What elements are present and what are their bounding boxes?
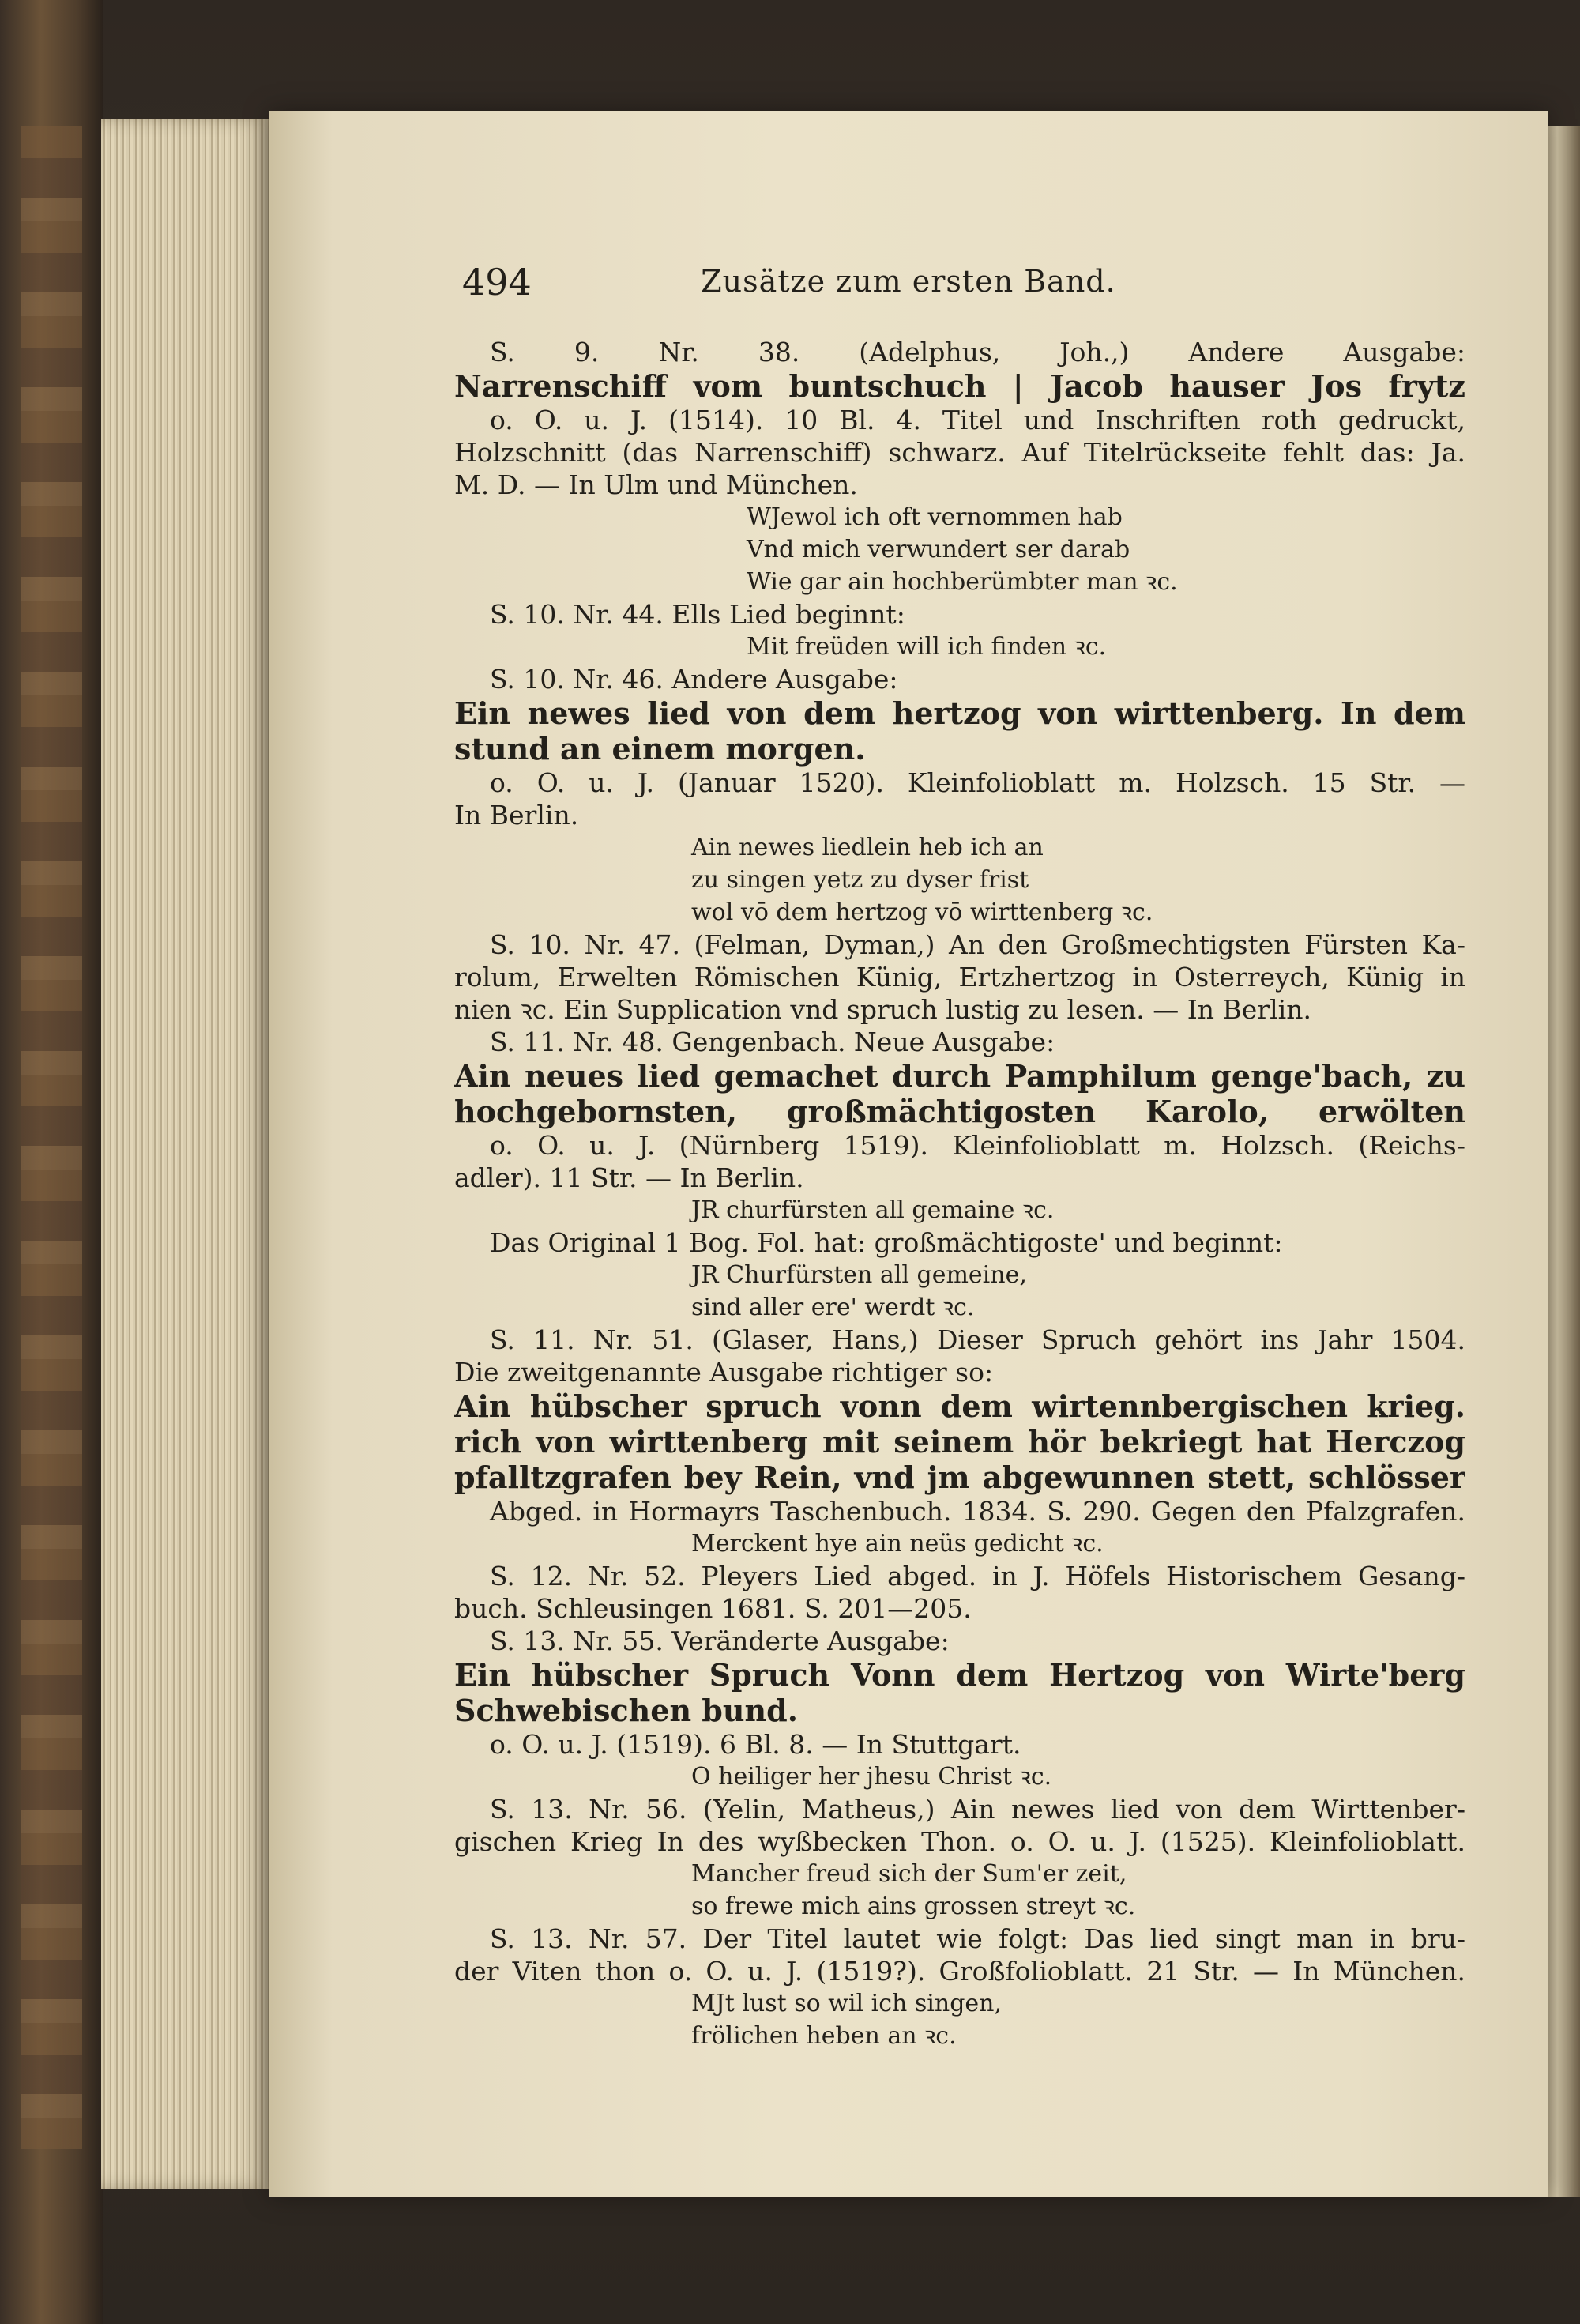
text-line: S. 10. Nr. 47. (Felman, Dyman,) An den Großmechtigsten Fürsten Ka-	[490, 929, 1465, 960]
text-line: der Viten thon o. O. u. J. (1519?). Großfolioblatt. 21 Str. — In München.	[454, 1956, 1465, 1987]
text-line: S. 12. Nr. 52. Pleyers Lied abged. in J. Höfels Historischem Gesang-	[490, 1561, 1465, 1591]
text-line: S. 9. Nr. 38. (Adelphus, Joh.,) Andere Ausgabe:	[490, 337, 1465, 367]
text-line: gischen Krieg In des wyßbecken Thon. o. O. u. J. (1525). Kleinfolioblatt.	[454, 1826, 1465, 1857]
verse-line: JR churfürsten all gemaine ꝛc.	[691, 1196, 1055, 1224]
verse-line: Ain newes liedlein heb ich an	[691, 834, 1044, 861]
title-line: hochgebornsten, großmächtigosten Karolo, erwölten	[454, 1094, 1465, 1129]
page-number: 494	[462, 261, 532, 303]
title-line: Ein newes lied von dem hertzog von wirttenberg. In dem	[454, 695, 1465, 731]
verse-line: WJewol ich oft vernommen hab	[747, 503, 1123, 531]
verse-line: Merckent hye ain neüs gedicht ꝛc.	[691, 1530, 1104, 1557]
verse-line: so frewe mich ains grossen streyt ꝛc.	[691, 1893, 1136, 1920]
text-line: S. 11. Nr. 51. (Glaser, Hans,) Dieser Spruch gehört ins Jahr 1504.	[490, 1324, 1465, 1355]
title-line: rich von wirttenberg mit seinem hör bekriegt hat Herczog	[454, 1424, 1465, 1460]
text-line: S. 11. Nr. 48. Gengenbach. Neue Ausgabe:	[490, 1026, 1055, 1057]
title-line: Narrenschiff vom buntschuch | Jacob hauser Jos frytz	[454, 368, 1465, 404]
verse-line: O heiliger her jhesu Christ ꝛc.	[691, 1763, 1052, 1791]
text-line: Abged. in Hormayrs Taschenbuch. 1834. S. 290. Gegen den Pfalzgrafen.	[490, 1496, 1465, 1527]
verse-line: JR Churfürsten all gemeine,	[691, 1261, 1027, 1289]
verse-line: Mancher freud sich der Sum'er zeit,	[691, 1860, 1127, 1888]
text-line: o. O. u. J. (Januar 1520). Kleinfolioblatt m. Holzsch. 15 Str. —	[490, 767, 1465, 798]
book-page	[269, 111, 1548, 2197]
verse-line: wol vō dem hertzog vō wirttenberg ꝛc.	[691, 898, 1153, 926]
text-line: nien ꝛc. Ein Supplication vnd spruch lustig zu lesen. — In Berlin.	[454, 994, 1311, 1025]
page-body	[454, 336, 1465, 2052]
title-line: Ein hübscher Spruch Vonn dem Hertzog von Wirte'berg	[454, 1657, 1465, 1693]
verse-line: Wie gar ain hochberümbter man ꝛc.	[747, 568, 1178, 596]
text-line: adler). 11 Str. — In Berlin.	[454, 1162, 804, 1193]
book-page-edges	[101, 119, 275, 2189]
text-line: S. 10. Nr. 46. Andere Ausgabe:	[490, 664, 898, 695]
running-title: Zusätze zum ersten Band.	[701, 264, 1116, 299]
text-line: S. 13. Nr. 56. (Yelin, Matheus,) Ain newes lied von dem Wirttenber-	[490, 1794, 1465, 1825]
text-line: In Berlin.	[454, 800, 579, 831]
verse-line: sind aller ere' werdt ꝛc.	[691, 1294, 975, 1321]
book-cover-edge	[0, 0, 103, 2324]
title-line: pfalltzgrafen bey Rein, vnd jm abgewunnen stett, schlösser	[454, 1460, 1465, 1495]
text-line: o. O. u. J. (1514). 10 Bl. 4. Titel und Inschriften roth gedruckt,	[490, 405, 1465, 435]
text-line: S. 13. Nr. 55. Veränderte Ausgabe:	[490, 1625, 950, 1656]
text-line: rolum, Erwelten Römischen Künig, Ertzhertzog in Osterreych, Künig in	[454, 962, 1465, 993]
text-line: Die zweitgenannte Ausgabe richtiger so:	[454, 1357, 994, 1388]
text-line: M. D. — In Ulm und München.	[454, 469, 858, 500]
page-header	[269, 261, 1548, 308]
text-line: Holzschnitt (das Narrenschiff) schwarz. Auf Titelrückseite fehlt das: Ja.	[454, 437, 1465, 468]
title-line: stund an einem morgen.	[454, 731, 866, 767]
verse-line: frölichen heben an ꝛc.	[691, 2022, 957, 2050]
verse-line: zu singen yetz zu dyser frist	[691, 866, 1029, 894]
text-line: o. O. u. J. (Nürnberg 1519). Kleinfolioblatt m. Holzsch. (Reichs-	[490, 1130, 1465, 1161]
verse-line: Mit freüden will ich finden ꝛc.	[747, 633, 1107, 661]
verse-line: Vnd mich verwundert ser darab	[747, 536, 1130, 563]
title-line: Ain hübscher spruch vonn dem wirtennbergischen krieg.	[454, 1388, 1465, 1424]
text-line: S. 10. Nr. 44. Ells Lied beginnt:	[490, 599, 905, 630]
text-line: buch. Schleusingen 1681. S. 201—205.	[454, 1593, 972, 1624]
title-line: Schwebischen bund.	[454, 1693, 798, 1728]
title-line: Ain neues lied gemachet durch Pamphilum genge'bach, zu	[454, 1058, 1465, 1094]
text-line: o. O. u. J. (1519). 6 Bl. 8. — In Stuttgart.	[490, 1729, 1021, 1760]
text-line: S. 13. Nr. 57. Der Titel lautet wie folgt: Das lied singt man in bru-	[490, 1923, 1465, 1954]
verse-line: MJt lust so wil ich singen,	[691, 1990, 1003, 2017]
text-line: Das Original 1 Bog. Fol. hat: großmächtigoste' und beginnt:	[490, 1227, 1283, 1258]
